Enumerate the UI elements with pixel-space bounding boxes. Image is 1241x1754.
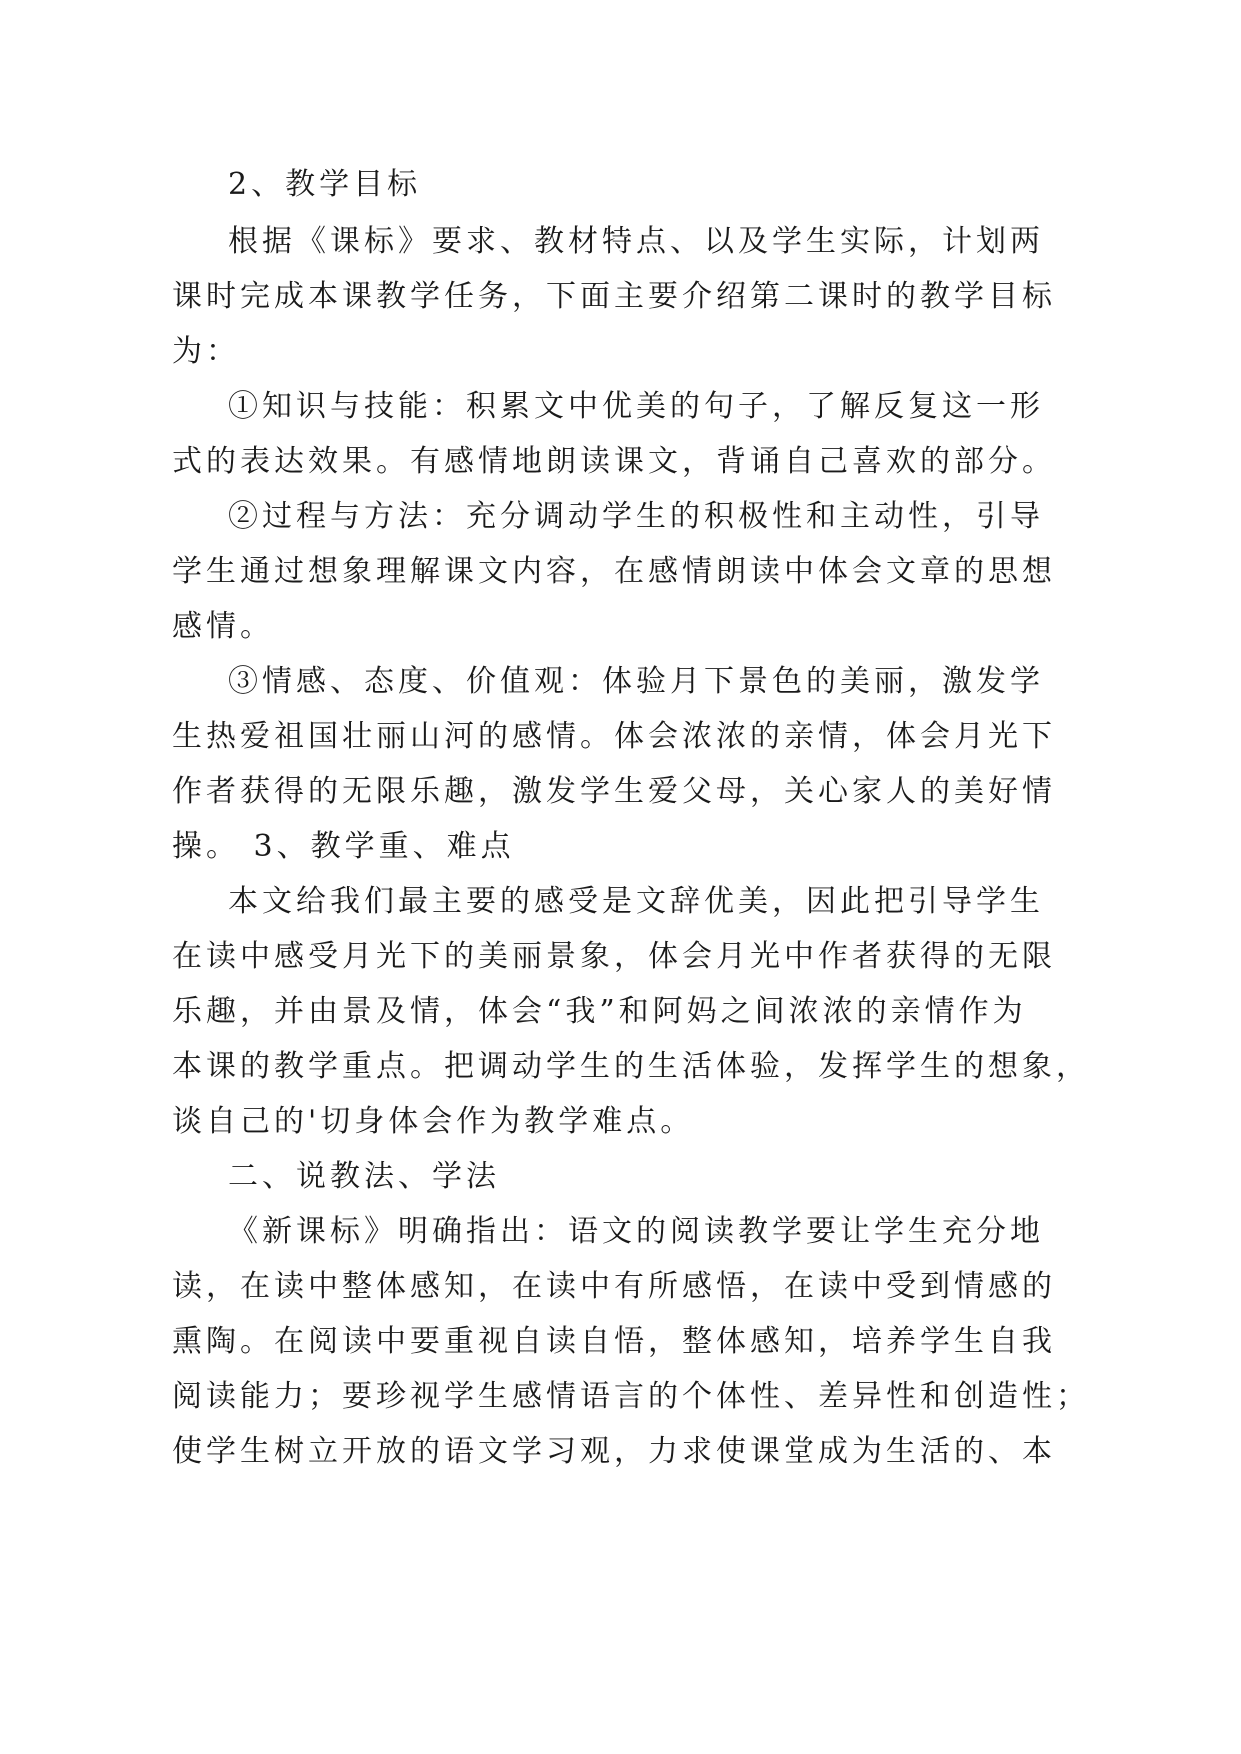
paragraph-line: 生热爱祖国壮丽山河的感情。体会浓浓的亲情，体会月光下 [172,719,1056,754]
paragraph-line: 学生通过想象理解课文内容，在感情朗读中体会文章的思想 [172,554,1056,589]
paragraph-line: 作者获得的无限乐趣，激发学生爱父母，关心家人的美好情 [172,774,1056,809]
paragraph-line: 课时完成本课教学任务，下面主要介绍第二课时的教学目标 [172,279,1056,314]
paragraph-line: 乐趣，并由景及情，体会“我”和阿妈之间浓浓的亲情作为 [172,994,1027,1029]
paragraph-line: ②过程与方法：充分调动学生的积极性和主动性，引导 [228,499,1044,534]
paragraph-line: 根据《课标》要求、教材特点、以及学生实际，计划两 [228,224,1044,259]
paragraph-line: 谈自己的'切身体会作为教学难点。 [172,1104,695,1139]
paragraph-line: 熏陶。在阅读中要重视自读自悟，整体感知，培养学生自我 [172,1324,1056,1359]
paragraph-line: 本文给我们最主要的感受是文辞优美，因此把引导学生 [228,884,1044,919]
paragraph-line: 式的表达效果。有感情地朗读课文，背诵自己喜欢的部分。 [172,444,1056,479]
paragraph-line: ③情感、态度、价值观：体验月下景色的美丽，激发学 [228,664,1044,699]
heading-methods: 二、说教法、学法 [228,1159,500,1194]
paragraph-line: 《新课标》明确指出：语文的阅读教学要让学生充分地 [228,1214,1044,1249]
paragraph-line: 阅读能力；要珍视学生感情语言的个体性、差异性和创造性； [172,1379,1090,1414]
paragraph-line: 在读中感受月光下的美丽景象，体会月光中作者获得的无限 [172,939,1056,974]
heading-teaching-goals: 2、教学目标 [228,167,422,202]
paragraph-line: 为： [172,334,240,369]
paragraph-line: 使学生树立开放的语文学习观，力求使课堂成为生活的、本 [172,1434,1056,1469]
paragraph-line: 感情。 [172,609,274,644]
heading-key-points: 操。 3、教学重、难点 [172,829,515,864]
paragraph-line: ①知识与技能：积累文中优美的句子，了解反复这一形 [228,389,1044,424]
paragraph-line: 读，在读中整体感知，在读中有所感悟，在读中受到情感的 [172,1269,1056,1304]
paragraph-line: 本课的教学重点。把调动学生的生活体验，发挥学生的想象， [172,1049,1090,1084]
